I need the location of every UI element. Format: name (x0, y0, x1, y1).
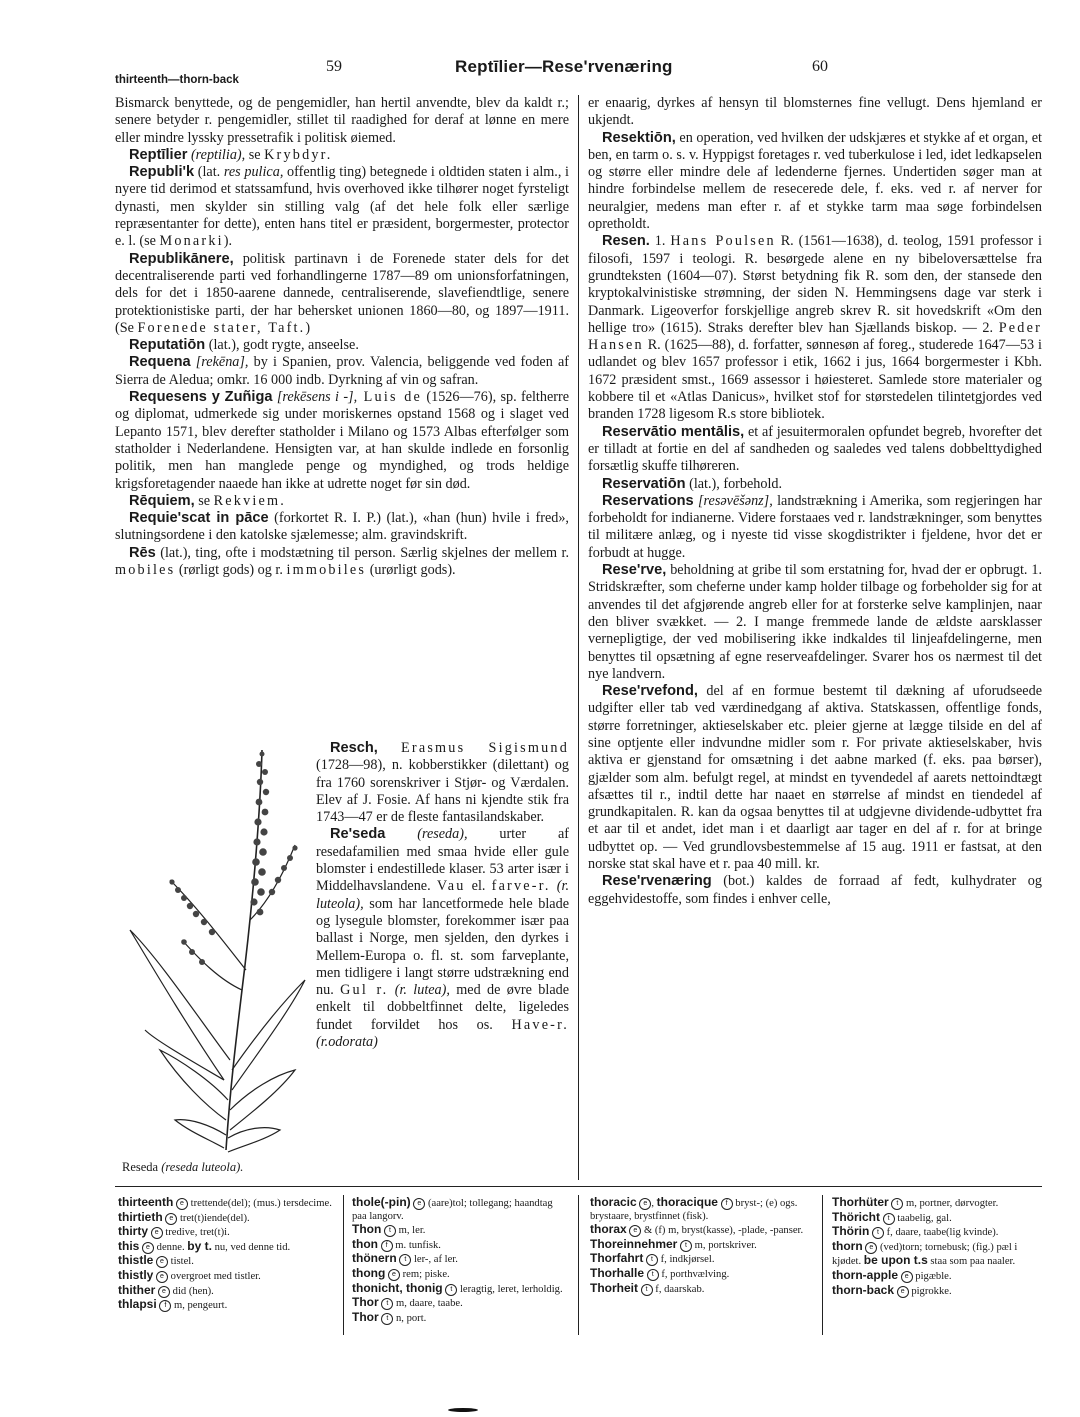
headword: Republikānere, (129, 250, 234, 267)
reseda-plant-illustration (120, 740, 310, 1160)
language-badge: t (646, 1254, 658, 1266)
headword: Reputatiōn (129, 337, 206, 354)
entry-res: Rēs (lat.), ting, ofte i modstætning til person. Særlig skjelnes der mellem r. mobiles (rørligt gods) og r. immobiles (urørligt gods). (115, 544, 569, 579)
glossary-headword: thistle (118, 1253, 154, 1268)
language-badge: e (165, 1213, 177, 1225)
language-badge: e (388, 1269, 400, 1281)
glossary-headword: thirtieth (118, 1209, 163, 1224)
guide-words: thirteenth—thorn-back (115, 74, 239, 86)
language-badge: t (872, 1227, 884, 1239)
language-badge: f (721, 1198, 733, 1210)
glossary-headword: Thorhüter (832, 1195, 889, 1209)
entry-reputation: Reputatiōn (lat.), godt rygte, anseelse. (129, 337, 359, 354)
glossary-entry: Thoreinnehmer t m, portskriver. (590, 1236, 757, 1251)
glossary-divider (822, 1195, 823, 1335)
paragraph: er enaarig, dyrkes af hensyn til blomsternes fine vellugt. Dens hjemland er ukjendt. (588, 95, 1042, 129)
entry-requesens: Requesens y Zuñiga [rekēsens i -], Luis de (1526—76), sp. feltherre og diplomat, udmerkede sig under moriskernes opstand 1568 og i slaget ved Lepanto 1571, blev derefter statholder i Milano og 1573 Albas efterfølger som statholder i Nederlandene. Hensigten var, at han skulde indlede en forsonlig politik, men han manglede penge og myndighed, og trods heldige krigsforetagender naaede han ikke at udrette noget før sin død. (115, 389, 570, 492)
glossary-headword: Thöricht (832, 1209, 880, 1224)
entry-resektion: Resektiōn, en operation, ved hvilken der udskjæres et stykke af et organ, et ben, en tarm o. s. v. Hyppigst foretages r. ved tuberkulose i led, idet ledkapselen og større eller mindre dele af ledenderne fjernes. Undertiden søger man at hindre forbindelse mellem de resecerede dele, f. eks. ved r. af nerver for neuralgier, medens man efter r. af et stykke tarm maa søge forbindelsen opretholdt. (588, 129, 1042, 233)
language-badge: t (399, 1254, 411, 1266)
glossary-headword: Thorheit (590, 1280, 638, 1295)
glossary-entry: thorn e (ved)torn; tornebusk; (fig.) pæl i kjødet. be upon t.s staa som paa naaler. (832, 1238, 1018, 1268)
glossary-headword: thorn-apple (832, 1267, 898, 1282)
glossary-column-3 (590, 1196, 816, 1296)
headword: Requena (129, 354, 191, 371)
glossary-entry: Thorhalle t f, porthvælving. (590, 1265, 730, 1280)
entry-reserve: Rese'rve, beholdning at gribe til som erstatning for, hvad der er opbrugt. 1. Stridskræfter, som cheferne under kamp holder tilbage og forbeholder sig for at anvendes til det afgjørende angreb eller for at forsterke selve kamplinjen, naar den bliver svækket. — 2. I mange fremmede lande de ældste aarsklasser vernepligtige, der ved mobilisering ikke indkaldes til linjeafdelingerne, men benyttes til opsætning af egne reserveafdelinger. Svarer hos os nærmest til det nye landvern. (588, 562, 1042, 682)
glossary-entry: thole(-pin) e (aare)tol; tollegang; haandtag paa langorv. (352, 1195, 553, 1222)
glossary-divider (578, 1195, 579, 1335)
glossary-headword: thole(-pin) (352, 1195, 411, 1209)
language-badge: e (156, 1271, 168, 1283)
glossary-column-2 (352, 1196, 570, 1325)
language-badge: e (897, 1286, 909, 1298)
headword: Rēs (129, 544, 156, 561)
glossary-entry: thorn-back e pigrokke. (832, 1282, 952, 1297)
glossary-entry: Thörin t f, daare, taabe(lig kvinde). (832, 1224, 999, 1239)
running-head: Reptīlier—Rese'rvenæring (455, 57, 673, 76)
headword: Rese'rve, (602, 562, 667, 579)
glossary-entry: Thon t m, ler. (352, 1222, 426, 1237)
glossary-headword: thither (118, 1282, 156, 1297)
glossary-entry: thonicht, thonig t leragtig, leret, lerholdig. (352, 1280, 563, 1295)
glossary-entry: thirtieth e tret(t)iende(del). (118, 1209, 250, 1224)
glossary-headword: thoracique (656, 1195, 718, 1209)
glossary-headword: thorn (832, 1238, 863, 1253)
language-badge: t (883, 1213, 895, 1225)
language-badge: e (413, 1198, 425, 1210)
headword: Rese'rvefond, (602, 683, 698, 700)
glossary-entry: thorax e & (f) m, bryst(kasse), -plade, -panser. (590, 1222, 804, 1237)
glossary-entry: thlapsi f m, pengeurt. (118, 1297, 228, 1312)
headword: Requie'scat in pāce (129, 510, 269, 527)
entry-reptilier: Reptīlier (reptilia), se Krybdyr. (129, 146, 333, 163)
glossary-headword: by t. (187, 1238, 212, 1253)
headword: Requesens y Zuñiga (129, 389, 273, 406)
glossary-headword: thoracic (590, 1195, 637, 1209)
language-badge: e (151, 1227, 163, 1239)
entry-reservations: Reservations [resəvēšənz], landstrækning i Amerika, som regjeringen har forbeholdt for indianerne. Videre forstaaes ved r. landstrækninger, som benyttes til militære anlæg, og i nyeste tid visse skogdistrikter i fjeldene, hvor det er forbudt at hugge. (588, 492, 1042, 561)
headword: Rēquiem, (129, 492, 195, 509)
language-badge: e (176, 1198, 188, 1210)
glossary-headword: thirteenth (118, 1195, 174, 1209)
glossary-headword: Thorfahrt (590, 1251, 644, 1266)
language-badge: t (384, 1225, 396, 1237)
language-badge: t (445, 1284, 457, 1296)
headword: Resen. (602, 233, 650, 250)
headword: Reservatiōn (602, 475, 686, 492)
glossary-headword: Thor (352, 1309, 379, 1324)
glossary-headword: thirty (118, 1224, 148, 1239)
entry-reservation: Reservatiōn (lat.), forbehold. (602, 475, 783, 492)
right-column (588, 95, 1042, 908)
glossary-headword: Thoreinnehmer (590, 1236, 678, 1251)
middle-column (316, 740, 569, 1051)
page-number-left: 59 (326, 58, 342, 75)
language-badge: e (865, 1242, 877, 1254)
paragraph: Bismarck benyttede, og de pengemidler, han hertil anvendte, blev da kaldt r.; senere betyder r. pengemidler, stillet til raadighed for deraf at lønne en mere eller mindre lyssky pressetrafik i politisk øiemed. (115, 95, 569, 146)
language-badge: e (901, 1271, 913, 1283)
glossary-headword: be upon t.s (863, 1253, 928, 1268)
glossary-headword: this (118, 1238, 140, 1253)
glossary-headword: thon (352, 1236, 378, 1251)
language-badge: e (629, 1225, 641, 1237)
glossary-entry: thong e rem; piske. (352, 1265, 450, 1280)
headword: Rese'rvenæring (602, 873, 712, 890)
glossary-headword: Thörin (832, 1224, 870, 1239)
glossary-entry: Thorfahrt t f, indkjørsel. (590, 1251, 715, 1266)
glossary-divider (343, 1195, 344, 1335)
headword: Reservātio mentālis, (602, 423, 745, 440)
glossary-headword: Thon (352, 1222, 382, 1237)
entry-requena: Requena [rekēna], by i Spanien, prov. Valencia, beliggende ved foden af Sierra de Aledua; omkr. 16 000 indb. Dyrkning af vin og safran. (115, 354, 569, 388)
glossary-entry: thirteenth e trettende(del); (mus.) tersdecime. (118, 1195, 332, 1209)
headword: Reservations (602, 492, 694, 509)
illustration-caption: Reseda (reseda luteola). (122, 1160, 244, 1174)
headword: Reptīlier (129, 146, 188, 163)
glossary-entry: thistly e overgroet med tistler. (118, 1267, 261, 1282)
glossary-headword: thönern (352, 1251, 397, 1266)
page-ornament (448, 1408, 478, 1412)
language-badge: t (647, 1269, 659, 1281)
glossary-entry: thönern t ler-, af ler. (352, 1251, 458, 1266)
headword: Republi'k (129, 164, 195, 181)
glossary-headword: thonicht, thonig (352, 1280, 443, 1295)
entry-resen: Resen. 1. Hans Poulsen R. (1561—1638), d. teolog, 1591 professor i filosofi, 1597 i teologi. R. besørgede alene en ny bibeloversættelse fra grundteksten (1604—07). Størst betydning fik R. som den, der stansede den kryptokalvinistiske strømning, der siden N. Hemmingsens dage var sterk i Danmark. Ligeoverfor forskjellige angreb skrev R. sit hovedskrift «Om den hellige tro» (1615). Straks derefter blev han Sjællands biskop. — 2. Peder Hansen R. (1625—88), d. forfatter, sønnesøn af foreg., studerede 1647—53 i udlandet og blev 1657 professor i etik, 1662 i jus, 1664 borgermester i Kbh. 1672 præsident smst., 1669 assessor i høiesteret. Samlede store materialer og kobbere til et «Atlas Danicus», hvilket stof for størstedelen tilintetgjordes ved branden 1728 ligesom R.s store bibliotek. (588, 233, 1042, 423)
language-badge: e (639, 1198, 651, 1210)
glossary-headword: thorax (590, 1222, 627, 1237)
glossary-rule (115, 1186, 1042, 1187)
entry-republik: Republi'k (lat. res pulica, offentlig ting) betegnede i oldtiden staten i alm., i nyere tid derimod et statssamfund, hvis overhoved ikke tilhører noget fyrsteligt dynasti, men skylder sin stilling valg (af det hele folk eller særlige repræsentanter for dette), enten hans titel er præsident, borgermester, protector e. l. (se Monarki). (115, 164, 569, 250)
language-badge: t (381, 1313, 393, 1325)
entry-requiescat: Requie'scat in pāce (forkortet R. I. P.) (lat.), «han (hun) hvile i fred», slutningsordene i den katolske sjælemesse; alm. gravindskrift. (115, 510, 569, 544)
glossary-headword: Thor (352, 1295, 379, 1310)
left-column (115, 95, 569, 579)
glossary-entry: thistle e tistel. (118, 1253, 194, 1268)
entry-reseda: Re'seda (reseda), urter af resedafamilien med smaa hvide eller gule blomster i endestillede klaser. 53 arter især i Middelhavslandene. Vau el. farve-r. (r. luteola), som har lancetformede hele blade og lysegule blomster, forekommer især paa ballast i Norge, men sjelden, den dyrkes i Mellem-Europa o. fl. st. som farveplante, men tidligere i langt større udstrækning end nu. Gul r. (r. lutea), med de øvre blade enkelt til dobbeltfinnet delte, ligeledes fundet forvildet hos os. Have-r. (r.odorata) (316, 826, 570, 1051)
language-badge: t (891, 1198, 903, 1210)
column-divider (578, 95, 579, 1180)
entry-resch: Resch, Erasmus Sigismund (1728—98), n. kobberstikker (dilettant) og fra 1760 sorenskriver i Stjør- og Værdalen. Elev af J. Fosie. Af hans ni kjendte stik fra 1743—47 er de fleste fantasilandskaber. (316, 740, 569, 826)
headword: Re'seda (330, 826, 386, 843)
entry-requiem: Rēquiem, se Rekviem. (129, 492, 286, 509)
language-badge: t (680, 1240, 692, 1252)
glossary-entry: thorn-apple e pigæble. (832, 1267, 952, 1282)
glossary-entry: Thorheit t f, daarskab. (590, 1280, 705, 1295)
glossary-column-1 (118, 1196, 336, 1313)
glossary-headword: thong (352, 1265, 386, 1280)
language-badge: e (156, 1256, 168, 1268)
glossary-entry: thirty e tredive, tret(t)i. (118, 1224, 230, 1239)
glossary-entry: this e denne. by t. nu, ved denne tid. (118, 1238, 291, 1253)
glossary-headword: Thorhalle (590, 1265, 645, 1280)
language-badge: t (381, 1298, 393, 1310)
headword: Resektiōn, (602, 129, 676, 146)
glossary-entry: Thor t m, daare, taabe. (352, 1295, 463, 1310)
entry-reservatio: Reservātio mentālis, et af jesuitermoralen opfundet begreb, hvorefter det er tilladt at fortie en del af sandheden og saaledes ved talens dobbelttydighed forsætlig skuffe tilhøreren. (588, 423, 1043, 475)
glossary-entry: Thöricht t taabelig, gal. (832, 1209, 952, 1224)
glossary-entry: thoracic e , thoracique f bryst-; (e) ogs. brystaare, brystfinnet (fisk). (590, 1195, 798, 1222)
language-badge: f (381, 1240, 393, 1252)
language-badge: f (159, 1300, 171, 1312)
glossary-column-4 (832, 1196, 1040, 1298)
page-number-right: 60 (812, 58, 828, 75)
glossary-entry: thither e did (hen). (118, 1282, 214, 1297)
glossary-entry: Thorhüter t m, portner, dørvogter. (832, 1195, 999, 1209)
glossary-entry: Thor t n, port. (352, 1309, 427, 1324)
language-badge: e (142, 1242, 154, 1254)
entry-reservenaering: Rese'rvenæring (bot.) kaldes de forraad af fedt, kulhydrater og eggehvidestoffe, som findes i enhver celle, (588, 873, 1042, 907)
glossary-entry: thon f m. tunfisk. (352, 1236, 441, 1251)
glossary-headword: thorn-back (832, 1282, 895, 1297)
headword: Resch, (330, 740, 378, 756)
entry-republikanere: Republikānere, politisk partinavn i de Forenede stater dels for det decentraliserende parti ved forhandlingerne 1787—89 om unionsforfatningen, dels for det i 1850-aarene dannede, centraliserende, slavefiendtlige, senere protektionistiske parti, der har behersket unionen 1860—80, og 1897—1911. (Se Forenede stater, Taft.) (115, 250, 569, 336)
language-badge: e (158, 1286, 170, 1298)
entry-reservefond: Rese'rvefond, del af en formue bestemt til dækning af uforudseede udgifter eller tab ved værdinedgang af aktiva. Statskassen, offentlige fonds, større forretninger, aktieselskaber etc. pleier gjerne at lægge tilside en del af sine optjente eller indvundne midler som r. For private aktieselskaber, hvis aktiva er gjenstand for omsætning i det aabne marked (f. eks. paa børser), gjælder som alm. befulgt regel, at mindst en tyvendedel af aarets nettoindtægt afsættes til r., indtil dette har naaet en størrelse af mindst en tiendedel af grundkapitalen. R. kan da ogsaa benyttes til at udgjevne dividende-udbyttet fra et aar til et andet, idet man i et daarligt aar tager en del af r. for at bringe udbyttet op. — Ved grundlovsbestemmelse af 15 aug. 1911 er fastsat, at den norske stat skal have et r. paa 40 mill. kr. (588, 683, 1042, 873)
glossary-headword: thistly (118, 1267, 154, 1282)
language-badge: t (641, 1284, 653, 1296)
glossary-headword: thlapsi (118, 1297, 157, 1312)
